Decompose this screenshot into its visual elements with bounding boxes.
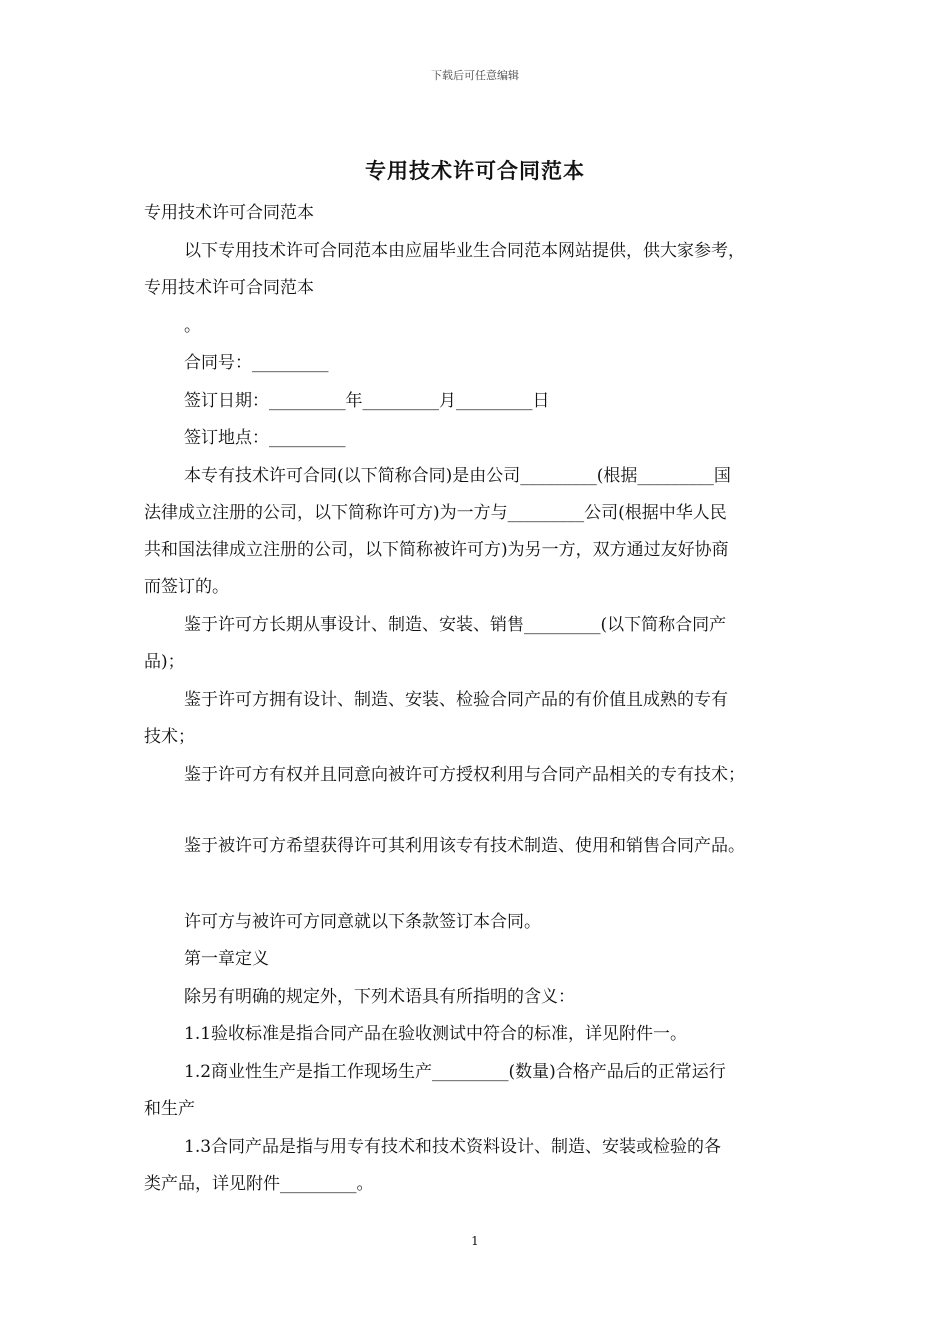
body-line: 专用技术许可合同范本 — [144, 203, 314, 223]
clause-line: 1.2商业性生产是指工作现场生产_________(数量)合格产品后的正常运行 — [184, 1062, 726, 1082]
clause-line: 和生产 — [144, 1099, 195, 1119]
body-line: 技术； — [144, 727, 195, 747]
body-line: 鉴于被许可方希望获得许可其利用该专有技术制造、使用和销售合同产品。 — [184, 836, 745, 856]
page-number: 1 — [471, 1234, 479, 1248]
body-line: 共和国法律成立注册的公司，以下简称被许可方)为另一方，双方通过友好协商 — [144, 540, 729, 560]
body-line: 。 — [184, 316, 201, 336]
body-line: 鉴于许可方有权并且同意向被许可方授权利用与合同产品相关的专有技术； — [184, 765, 745, 785]
clause-line: 类产品，详见附件_________。 — [144, 1174, 374, 1194]
body-line: 鉴于许可方拥有设计、制造、安装、检验合同产品的有价值且成熟的专有 — [184, 690, 728, 710]
document-title: 专用技术许可合同范本 — [365, 158, 585, 183]
body-line: 法律成立注册的公司，以下简称许可方)为一方与_________公司(根据中华人民 — [144, 503, 727, 523]
body-line: 品)； — [144, 652, 185, 672]
body-line: 本专有技术许可合同(以下简称合同)是由公司_________(根据_________国 — [184, 466, 731, 486]
body-line: 以下专用技术许可合同范本由应届毕业生合同范本网站提供，供大家参考， — [184, 241, 745, 261]
body-line: 鉴于许可方长期从事设计、制造、安装、销售_________(以下简称合同产 — [184, 615, 727, 635]
body-line: 专用技术许可合同范本 — [144, 278, 314, 298]
body-line: 除另有明确的规定外，下列术语具有所指明的含义： — [184, 987, 575, 1007]
signing-place-line: 签订地点：_________ — [184, 428, 346, 448]
contract-number-line: 合同号：_________ — [184, 353, 329, 373]
signing-date-line: 签订日期：_________年_________月_________日 — [184, 391, 550, 411]
clause-line: 1.1验收标准是指合同产品在验收测试中符合的标准，详见附件一。 — [184, 1024, 688, 1044]
page-header-note: 下载后可任意编辑 — [431, 69, 519, 82]
body-line: 而签订的。 — [144, 577, 229, 597]
chapter-heading: 第一章定义 — [184, 949, 269, 969]
clause-line: 1.3合同产品是指与用专有技术和技术资料设计、制造、安装或检验的各 — [184, 1137, 722, 1157]
body-line: 许可方与被许可方同意就以下条款签订本合同。 — [184, 912, 541, 932]
